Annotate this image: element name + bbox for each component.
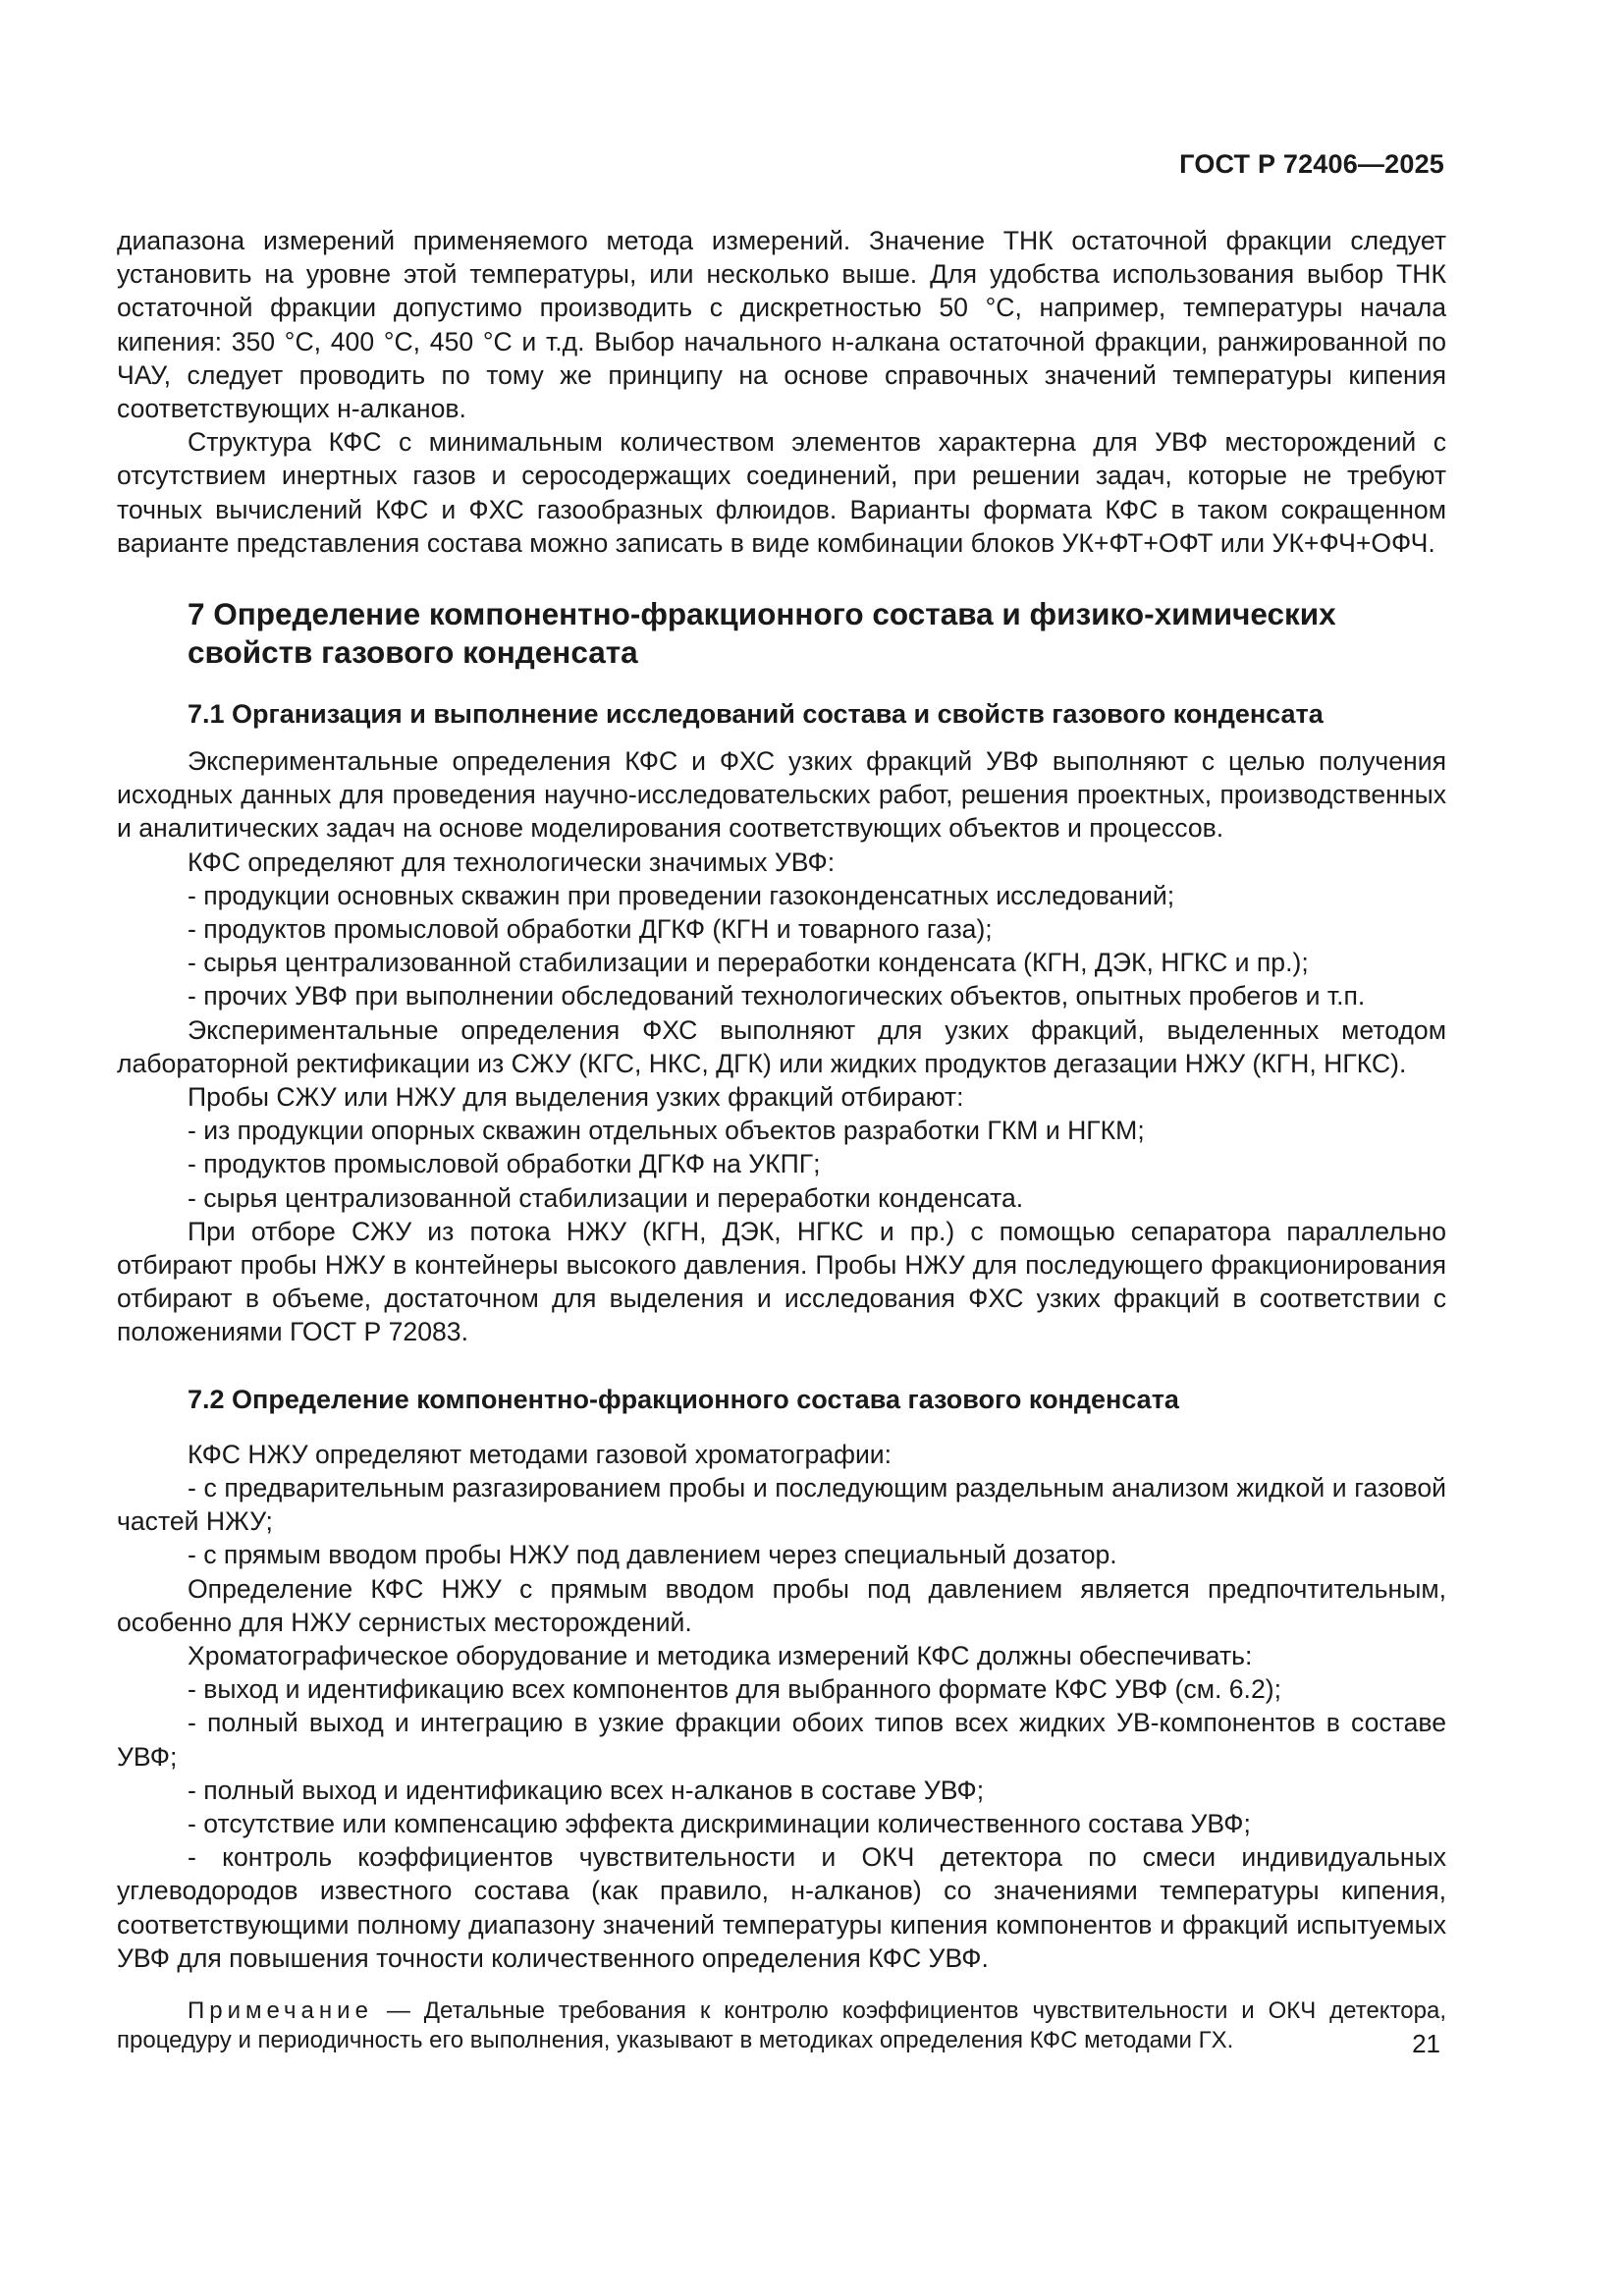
paragraph-7-1-sampling: При отборе СЖУ из потока НЖУ (КГН, ДЭК, НГКС и пр.) с помощью сепаратора параллельно отбирают пробы НЖУ в контейнеры высокого давления. Пробы НЖУ для последующего фракционирования отбирают в объеме, достаточном для выделения и исследования ФХС узких фракций в соответствии с положениями ГОСТ Р 72083. [117, 1216, 1446, 1347]
page-number: 21 [1412, 2029, 1440, 2058]
paragraph-7-1-kfs: КФС определяют для технологически значимых УВФ: [188, 847, 836, 877]
list-item: - контроль коэффициентов чувствительности и ОКЧ детектора по смеси индивидуальных углеводородов известного состава (как правило, н-алканов) со значениями температуры кипения, соответствующими полному диапазону значений температуры кипения компонентов и фракций испытуемых УВФ для повышения точности количественного определения КФС УВФ. [117, 1842, 1446, 1973]
paragraph-7-1-samples: Пробы СЖУ или НЖУ для выделения узких фракций отбирают: [188, 1082, 964, 1113]
document-code-header: ГОСТ Р 72406—2025 [1179, 149, 1444, 179]
list-item: - с предварительным разгазированием пробы и последующим раздельным анализом жидкой и газовой частей НЖУ; [117, 1472, 1446, 1537]
list-item: - полный выход и интеграцию в узкие фракции обоих типов всех жидких УВ-компонентов в составе УВФ; [117, 1708, 1446, 1772]
list-item: - продуктов промысловой обработки ДГКФ (КГН и товарного газа); [188, 914, 993, 945]
subsection-7-2-title: 7.2 Определение компонентно-фракционного состава газового конденсата [188, 1384, 1179, 1414]
list-item: - сырья централизованной стабилизации и переработки конденсата (КГН, ДЭК, НГКС и пр.); [188, 948, 1309, 978]
list-item: - выход и идентификацию всех компонентов для выбранного формате КФС УВФ (см. 6.2); [188, 1674, 1281, 1705]
section-7-title: 7 Определение компонентно-фракционного состава и физико-химических свойств газового конденсата [188, 596, 1336, 671]
paragraph-continuation: диапазона измерений применяемого метода измерений. Значение ТНК остаточной фракции следует установить на уровне этой температуры, или несколько выше. Для удобства использования выбор ТНК остаточной фракции допустимо производить с дискретностью 50 °С, например, температуры начала кипения: 350 °С, 400 °С, 450 °С и т.д. Выбор начального н-алкана остаточной фракции, ранжированной по ЧАУ, следует проводить по тому же принципу на основе справочных значений температуры кипения соответствующих н-алканов. [117, 226, 1446, 424]
list-item: - сырья централизованной стабилизации и переработки конденсата. [188, 1182, 1024, 1213]
list-item: - продуктов промысловой обработки ДГКФ на УКПГ; [188, 1149, 821, 1179]
page-content [117, 224, 1446, 2056]
paragraph-7-1-fhs: Экспериментальные определения ФХС выполняют для узких фракций, выделенных методом лабораторной ректификации из СЖУ (КГС, НКС, ДГК) или жидких продуктов дегазации НЖУ (КГН, НГКС). [117, 1014, 1446, 1078]
list-item: - с прямым вводом пробы НЖУ под давлением через специальный дозатор. [188, 1540, 1117, 1570]
paragraph-7-2-equipment: Хроматографическое оборудование и методика измерений КФС должны обеспечивать: [188, 1640, 1253, 1670]
list-item: - продукции основных скважин при проведении газоконденсатных исследований; [188, 880, 1175, 910]
paragraph-7-2-preferred: Определение КФС НЖУ с прямым вводом пробы под давлением является предпочтительным, особенно для НЖУ сернистых месторождений. [117, 1573, 1446, 1637]
paragraph-structure-kfs: Структура КФС с минимальным количеством элементов характерна для УВФ месторождений с отсутствием инертных газов и серосодержащих соединений, при решении задач, которые не требуют точных вычислений КФС и ФХС газообразных флюидов. Варианты формата КФС в таком сокращенном варианте представления состава можно записать в виде комбинации блоков УК+ФТ+ОФТ или УК+ФЧ+ОФЧ. [117, 427, 1446, 558]
note-text: — Детальные требования к контролю коэффициентов чувствительности и ОКЧ детектора, процедуру и периодичность его выполнения, указывают в методиках определения КФС методами ГХ. [117, 1996, 1446, 2054]
subsection-7-1-title: 7.1 Организация и выполнение исследований состава и свойств газового конденсата [188, 699, 1324, 730]
paragraph-7-2-methods: КФС НЖУ определяют методами газовой хроматографии: [188, 1439, 893, 1469]
note-paragraph [117, 1996, 1446, 2056]
note-label: Примечание [188, 1996, 373, 2024]
list-item: - прочих УВФ при выполнении обследований технологических объектов, опытных пробегов и т.п. [188, 981, 1366, 1011]
list-item: - из продукции опорных скважин отдельных объектов разработки ГКМ и НГКМ; [188, 1116, 1145, 1146]
list-item: - отсутствие или компенсацию эффекта дискриминации количественного состава УВФ; [188, 1808, 1251, 1838]
list-item: - полный выход и идентификацию всех н-алканов в составе УВФ; [188, 1775, 985, 1805]
paragraph-7-1-intro: Экспериментальные определения КФС и ФХС узких фракций УВФ выполняют с целью получения исходных данных для проведения научно-исследовательских работ, решения проектных, производственных и аналитических задач на основе моделирования соответствующих объектов и процессов. [117, 746, 1446, 844]
